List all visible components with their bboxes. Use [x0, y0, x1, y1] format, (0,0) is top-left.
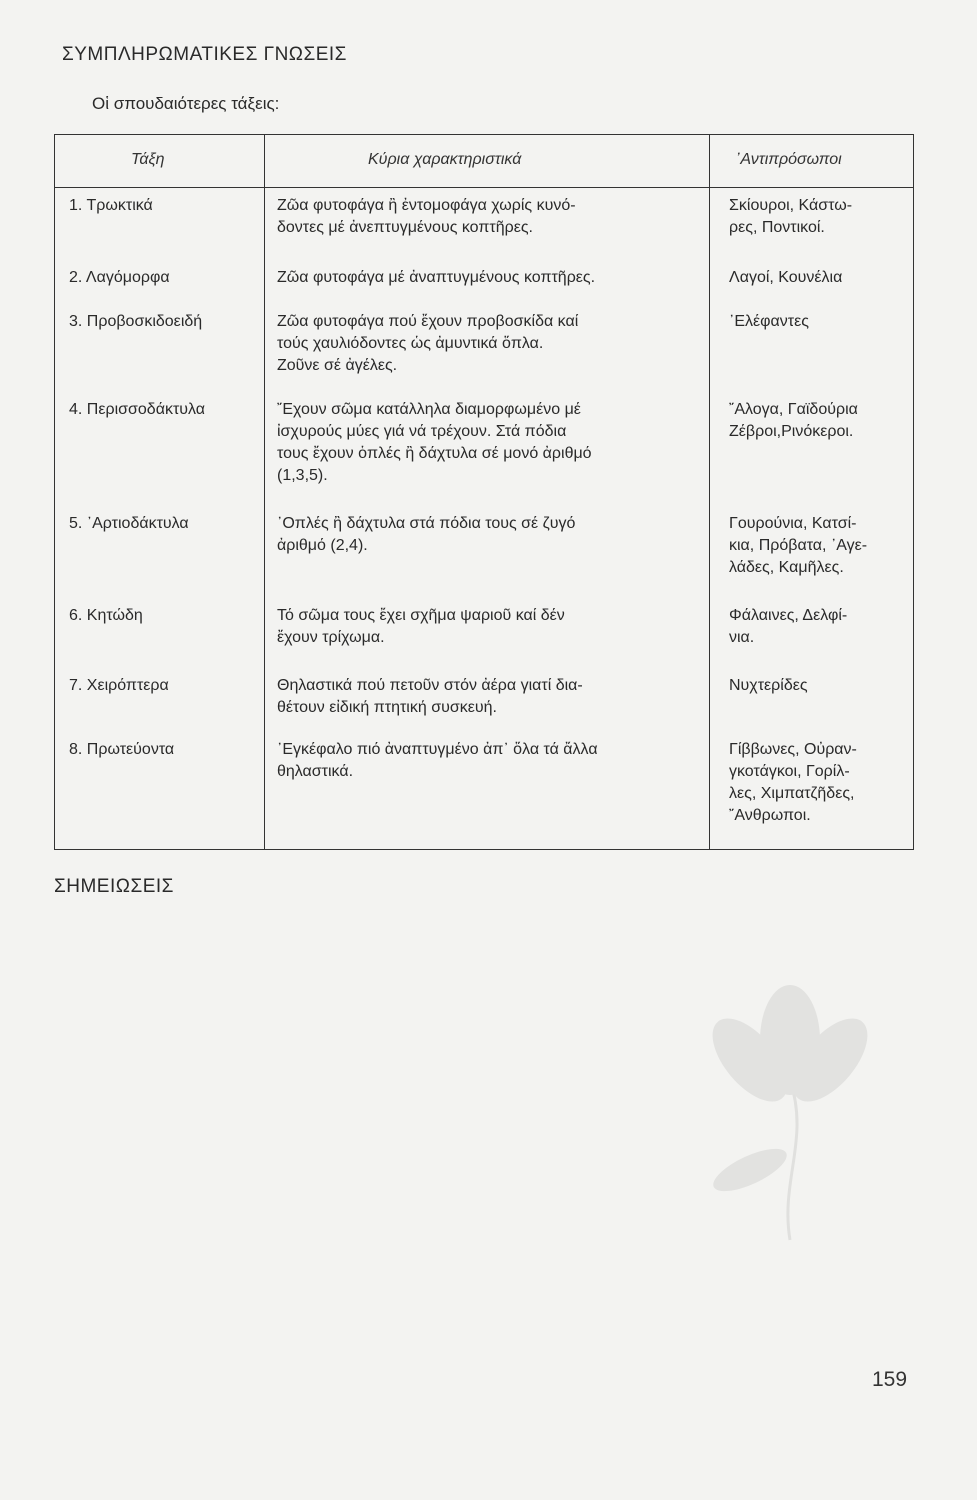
order-examples-line: λες, Χιμπατζῆδες, [729, 785, 855, 802]
order-examples-line: ῎Αλογα, Γαϊδούρια [729, 401, 858, 418]
order-features-line: Ζῶα φυτοφάγα ἢ ἐντομοφάγα χωρίς κυνό- [277, 197, 576, 214]
page-number: 159 [872, 1368, 908, 1391]
order-features-line: ᾿Οπλές ἢ δάχτυλα στά πόδια τους σέ ζυγό [277, 515, 576, 532]
order-features-line: δοντες μέ ἀνεπτυγμένους κοπτῆρες. [277, 219, 533, 236]
header-features: Κύρια χαρακτηριστικά [368, 151, 522, 168]
order-features-line: ᾿Εγκέφαλο πιό ἀναπτυγμένο ἀπ᾿ ὅλα τά ἄλλα [277, 741, 598, 758]
order-examples-line: ρες, Ποντικοί. [729, 219, 825, 236]
order-examples-line: κια, Πρόβατα, ᾿Αγε- [729, 537, 868, 554]
table-intro: Οἱ σπουδαιότερες τάξεις: [92, 94, 280, 113]
page-heading: ΣΥΜΠΛΗΡΩΜΑΤΙΚΕΣ ΓΝΩΣΕΙΣ [62, 44, 347, 65]
order-features-line: Θηλαστικά πού πετοῦν στόν ἀέρα γιατί δια- [277, 677, 583, 694]
order-name: 2. Λαγόμορφα [69, 269, 170, 286]
order-name: 6. Κητώδη [69, 607, 143, 624]
order-features-line: Ζοῦνε σέ ἀγέλες. [277, 357, 398, 374]
order-name: 8. Πρωτεύοντα [69, 741, 175, 758]
order-name: 5. ᾿Αρτιοδάκτυλα [69, 515, 189, 532]
header-order: Τάξη [131, 151, 165, 168]
order-examples-line: νια. [729, 629, 755, 646]
order-features-line: θηλαστικά. [277, 763, 354, 780]
order-features-line: ἔχουν τρίχωμα. [277, 629, 385, 646]
order-name: 3. Προβοσκιδοειδή [69, 313, 203, 330]
header-divider [55, 187, 913, 188]
order-examples-line: Φάλαινες, Δελφί- [729, 607, 848, 624]
column-divider [709, 135, 710, 849]
order-examples-line: ᾿Ελέφαντες [729, 313, 809, 330]
order-examples-line: γκοτάγκοι, Γορίλ- [729, 763, 850, 780]
notes-heading: ΣΗΜΕΙΩΣΕΙΣ [54, 876, 174, 897]
order-examples-line: Σκίουροι, Κάστω- [729, 197, 853, 214]
order-features-line: ῎Εχουν σῶμα κατάλληλα διαμορφωμένο μέ [277, 401, 581, 418]
order-examples-line: λάδες, Καμῆλες. [729, 559, 844, 576]
order-features-line: τούς χαυλιόδοντες ὡς ἀμυντικά ὅπλα. [277, 335, 544, 352]
order-features-line: Ζῶα φυτοφάγα μέ ἀναπτυγμένους κοπτῆρες. [277, 269, 596, 286]
order-examples-line: Νυχτερίδες [729, 677, 808, 694]
order-examples-line: Λαγοί, Κουνέλια [729, 269, 843, 286]
order-examples-line: Ζέβροι,Ρινόκεροι. [729, 423, 854, 440]
order-features-line: Ζῶα φυτοφάγα πού ἔχουν προβοσκίδα καί [277, 313, 579, 330]
order-features-line: θέτουν εἰδική πτητική συσκευή. [277, 699, 497, 716]
faded-flower-illustration [640, 940, 940, 1260]
header-examples: ᾿Αντιπρόσωποι [735, 151, 842, 168]
order-features-line: ἀριθμό (2,4). [277, 537, 368, 554]
order-examples-line: Γίββωνες, Οὐραν- [729, 741, 857, 758]
order-name: 4. Περισσοδάκτυλα [69, 401, 206, 418]
order-features-line: Τό σῶμα τους ἔχει σχῆμα ψαριοῦ καί δέν [277, 607, 565, 624]
order-features-line: ἰσχυρούς μύες γιά νά τρέχουν. Στά πόδια [277, 423, 567, 440]
order-features-line: (1,3,5). [277, 467, 328, 484]
column-divider [264, 135, 265, 849]
order-name: 1. Τρωκτικά [69, 197, 153, 214]
orders-table [54, 134, 914, 850]
order-features-line: τους ἔχουν ὁπλές ἢ δάχτυλα σέ μονό ἀριθμό [277, 445, 592, 462]
order-examples-line: ῎Ανθρωποι. [729, 807, 811, 824]
order-examples-line: Γουρούνια, Κατσί- [729, 515, 857, 532]
order-name: 7. Χειρόπτερα [69, 677, 169, 694]
